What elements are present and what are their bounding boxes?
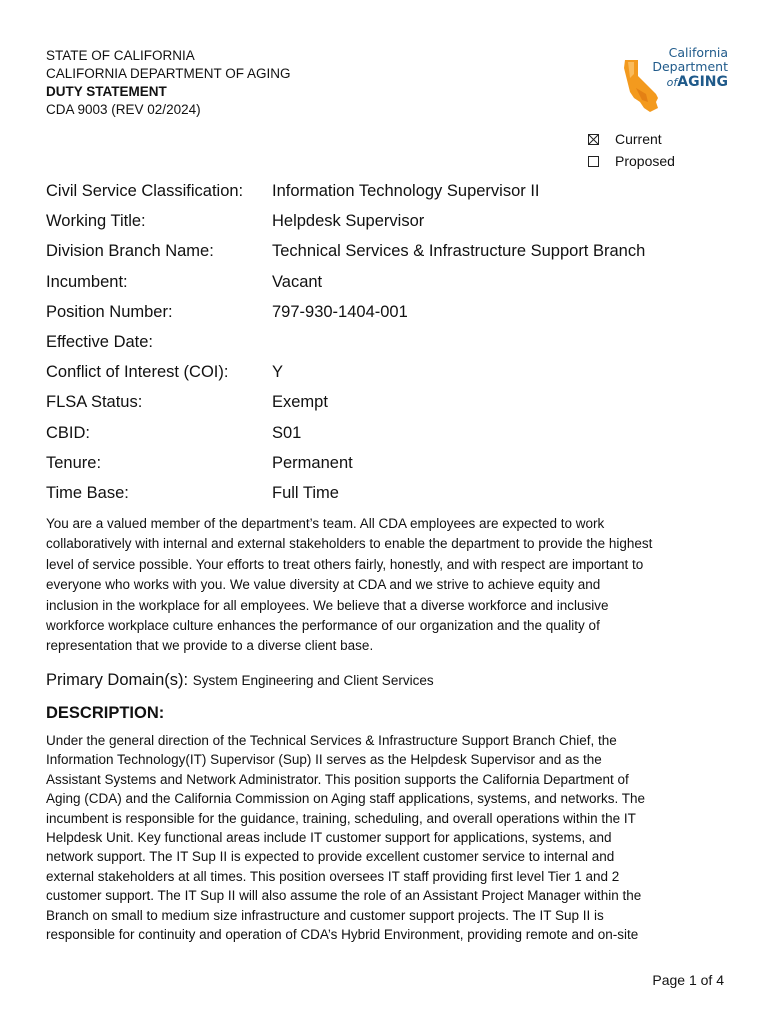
- description-line: incumbent is responsible for the guidance, training, scheduling, and overall operations within the IT: [46, 810, 636, 826]
- logo-wordmark: [648, 46, 728, 91]
- field-label-working-title: Working Title:: [46, 212, 146, 231]
- position-fields: [46, 178, 645, 510]
- document-header: [46, 47, 291, 119]
- logo-line-department: Department: [652, 59, 728, 74]
- field-value-working-title: Helpdesk Supervisor: [272, 212, 425, 231]
- description-line: Branch on small to medium size infrastructure and customer support projects. The IT Sup II is: [46, 907, 604, 923]
- field-row: [46, 269, 645, 299]
- header-form-number: CDA 9003 (REV 02/2024): [46, 102, 201, 117]
- description-line: responsible for continuity and operation of CDA’s Hybrid Environment, providing remote and on-site: [46, 927, 639, 943]
- intro-line: collaboratively with internal and external stakeholders to enable the department to provide the highest: [46, 536, 653, 552]
- field-row: [46, 450, 645, 480]
- field-value-flsa-status: Exempt: [272, 393, 328, 412]
- intro-line: representation that we provide to a diverse client base.: [46, 638, 374, 654]
- primary-domain: [46, 668, 434, 693]
- logo-line-aging: [648, 74, 728, 91]
- field-label-coi: Conflict of Interest (COI):: [46, 363, 229, 382]
- intro-line: everyone who works with you. We value diversity at CDA and we strive to achieve equity and: [46, 577, 601, 593]
- description-heading: DESCRIPTION:: [46, 704, 165, 722]
- field-value-tenure: Permanent: [272, 453, 353, 472]
- primary-domain-value: System Engineering and Client Services: [192, 673, 434, 688]
- logo-of: of: [666, 76, 678, 89]
- description-line: network support. The IT Sup II is expected to provide excellent customer service to internal and: [46, 849, 615, 865]
- field-label-time-base: Time Base:: [46, 483, 129, 502]
- intro-paragraph: [46, 514, 736, 657]
- field-label-division-branch: Division Branch Name:: [46, 242, 214, 261]
- field-row: [46, 420, 645, 450]
- field-value-classification: Information Technology Supervisor II: [272, 182, 540, 200]
- page-number: Page 1 of 4: [652, 972, 724, 988]
- description-line: external stakeholders at all times. This position oversees IT staff providing first level Tier 1 and 2: [46, 868, 620, 884]
- status-proposed[interactable]: [588, 150, 675, 172]
- intro-line: level of service possible. Your efforts to treat others fairly, honestly, and with respect are important to: [46, 556, 644, 572]
- description-line: Information Technology(IT) Supervisor (Sup) II serves as the Helpdesk Supervisor and as the: [46, 752, 602, 768]
- field-value-division-branch: Technical Services & Infrastructure Support Branch: [272, 242, 646, 261]
- description-line: Helpdesk Unit. Key functional areas include IT customer support for applications, systems, and: [46, 830, 612, 846]
- field-value-cbid: S01: [272, 423, 302, 442]
- intro-line: workforce workplace culture enhances the performance of our organization and the quality of: [46, 618, 600, 634]
- field-value-incumbent: Vacant: [272, 272, 323, 291]
- field-row: [46, 208, 645, 238]
- intro-line: inclusion in the workplace for all employees. We believe that a diverse workforce and inclusive: [46, 597, 609, 613]
- header-doc-type: DUTY STATEMENT: [46, 84, 167, 99]
- primary-domain-label: Primary Domain(s):: [46, 671, 189, 689]
- field-label-effective-date: Effective Date:: [46, 332, 154, 351]
- proposed-label: Proposed: [615, 153, 675, 169]
- field-label-flsa-status: FLSA Status:: [46, 393, 143, 412]
- description-line: Under the general direction of the Technical Services & Infrastructure Support Branch Chief, the: [46, 733, 617, 748]
- current-label: Current: [615, 131, 662, 147]
- field-label-cbid: CBID:: [46, 423, 91, 442]
- description-line: Assistant Systems and Network Administrator. This position supports the California Department of: [46, 771, 629, 787]
- field-label-tenure: Tenure:: [46, 453, 102, 472]
- field-row: [46, 389, 645, 419]
- header-department: CALIFORNIA DEPARTMENT OF AGING: [46, 66, 291, 81]
- proposed-checkbox[interactable]: [588, 156, 599, 167]
- field-row: [46, 359, 645, 389]
- field-label-incumbent: Incumbent:: [46, 272, 128, 291]
- field-value-time-base: Full Time: [272, 483, 339, 502]
- description-line: Aging (CDA) and the California Commission on Aging staff applications, systems, and networks. The: [46, 791, 646, 807]
- description-body: [46, 731, 734, 944]
- status-current[interactable]: [588, 128, 675, 150]
- field-label-position-number: Position Number:: [46, 302, 173, 321]
- field-value-position-number: 797-930-1404-001: [272, 302, 408, 321]
- field-row: [46, 480, 645, 510]
- cda-logo: [622, 46, 732, 116]
- current-checkbox[interactable]: [588, 134, 599, 145]
- intro-line: You are a valued member of the department’s team. All CDA employees are expected to work: [46, 516, 605, 531]
- header-state: STATE OF CALIFORNIA: [46, 48, 195, 63]
- field-row: [46, 299, 645, 329]
- field-label-classification: Civil Service Classification:: [46, 182, 244, 200]
- field-row: [46, 238, 645, 268]
- logo-aging: AGING: [677, 74, 728, 90]
- field-value-coi: Y: [272, 363, 284, 382]
- field-row: [46, 329, 645, 359]
- description-line: customer support. The IT Sup II will also assume the role of an Assistant Project Manager within the: [46, 888, 642, 904]
- logo-line-california: California: [668, 45, 728, 60]
- field-row: [46, 178, 645, 208]
- position-status: [588, 128, 675, 172]
